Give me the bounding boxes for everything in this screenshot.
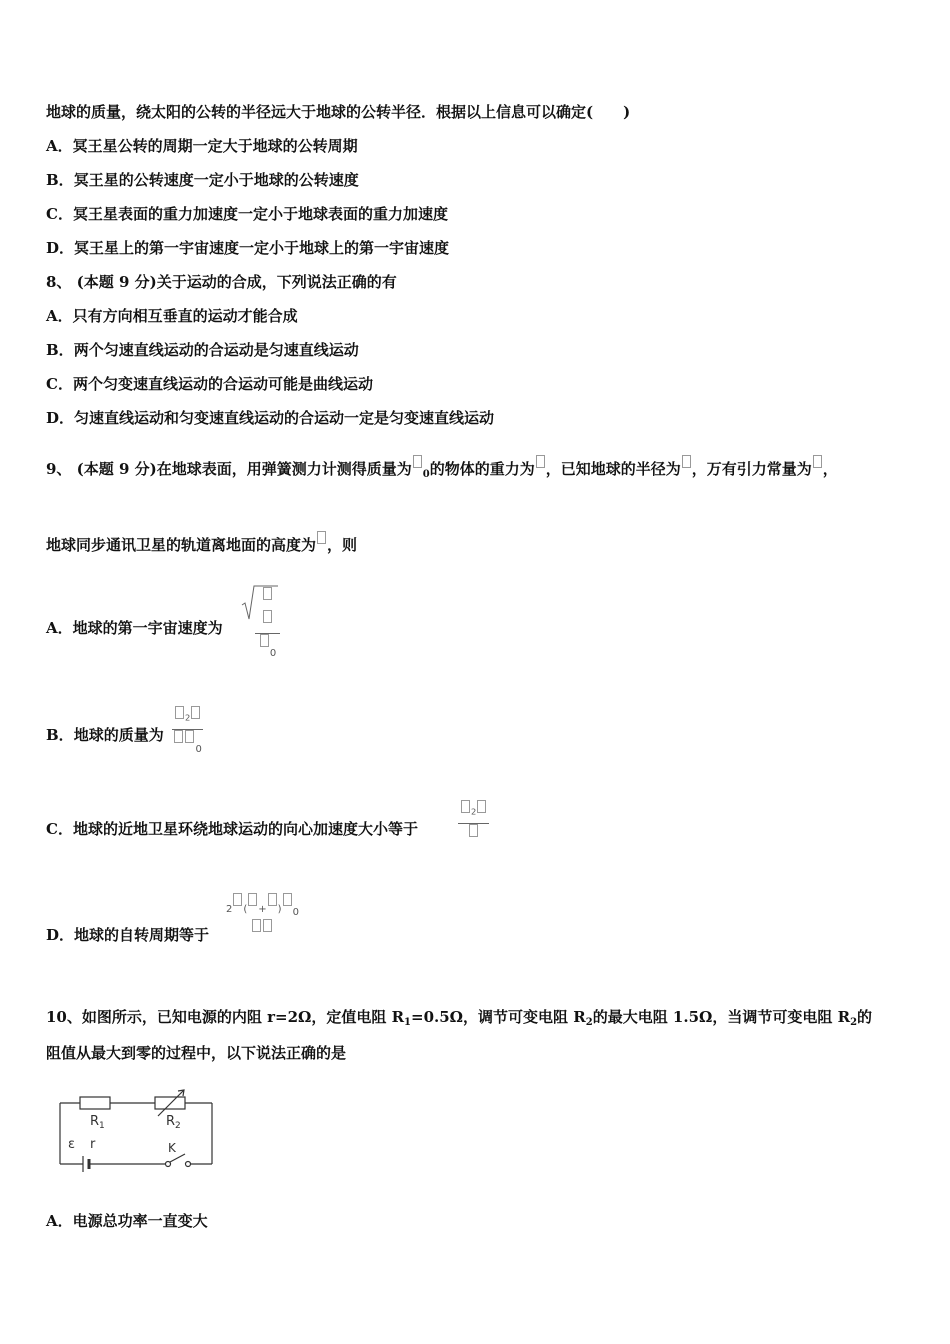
option-label: D． bbox=[46, 409, 75, 427]
q10-stem-part1: 10、如图所示，已知电源的内阻 r=2Ω，定值电阻 R bbox=[46, 1008, 405, 1026]
fraction-denominator bbox=[255, 634, 280, 660]
q10-stem-part4: 的 bbox=[857, 1008, 873, 1026]
intro-line: 地球的质量，绕太阳的公转的半径远大于地球的公转半径．根据以上信息可以确定( ) bbox=[46, 103, 631, 121]
option-text: 电源总功率一直变大 bbox=[72, 1212, 208, 1230]
option-text: 两个匀速直线运动的合运动是匀速直线运动 bbox=[73, 341, 359, 359]
d-close-paren: ) bbox=[277, 904, 282, 915]
q10-stem-part2: =0.5Ω，调节可变电阻 R bbox=[411, 1008, 586, 1026]
sub-zero: 0 bbox=[195, 744, 202, 755]
q9-stem-line2-a: 地球同步通讯卫星的轨道离地面的高度为 bbox=[46, 536, 317, 554]
q9-option-d bbox=[46, 925, 209, 945]
switch-terminal-left bbox=[166, 1162, 171, 1167]
option-text: 冥王星表面的重力加速度一定小于地球表面的重力加速度 bbox=[72, 205, 448, 223]
switch-label: K bbox=[168, 1141, 176, 1155]
option-text: 只有方向相互垂直的运动才能合成 bbox=[72, 307, 298, 325]
sup-two: 2 bbox=[471, 806, 477, 817]
option-text: 地球的自转周期等于 bbox=[74, 926, 210, 944]
option-label: C． bbox=[46, 820, 73, 838]
q8-option-b bbox=[46, 340, 359, 360]
d-open-paren: ( bbox=[243, 904, 248, 915]
q9-formula-c bbox=[458, 800, 489, 847]
q9-stem-sub: 0 bbox=[422, 469, 430, 480]
option-label: A． bbox=[46, 307, 73, 325]
fraction-numerator bbox=[255, 587, 280, 634]
q8-option-c bbox=[46, 374, 373, 394]
option-text: 匀速直线运动和匀变速直线运动的合运动一定是匀变速直线运动 bbox=[74, 409, 495, 427]
d-plus: + bbox=[258, 904, 267, 915]
q9-stem-part5: ， bbox=[822, 460, 838, 478]
option-label: B． bbox=[46, 726, 74, 744]
q10-stem-line1 bbox=[46, 1007, 872, 1033]
q7-option-c bbox=[46, 204, 448, 224]
option-text: 冥王星上的第一宇宙速度一定小于地球上的第一宇宙速度 bbox=[74, 239, 450, 257]
q9-formula-a bbox=[240, 583, 280, 659]
placeholder-box bbox=[682, 455, 691, 468]
resistor-r2 bbox=[155, 1097, 185, 1109]
q7-option-d bbox=[46, 238, 449, 258]
r1-label: $R_1$ bbox=[90, 1114, 105, 1131]
fraction-denominator bbox=[458, 824, 489, 847]
option-text: 地球的近地卫星环绕地球运动的向心加速度大小等于 bbox=[72, 820, 418, 838]
q9-stem-part4: ，万有引力常量为 bbox=[691, 460, 812, 478]
q10-stem-part3: 的最大电阻 1.5Ω，当调节可变电阻 R bbox=[592, 1008, 851, 1026]
option-label: C． bbox=[46, 205, 73, 223]
sub-zero: 0 bbox=[269, 648, 277, 659]
placeholder-box bbox=[536, 455, 545, 468]
sub-3: 2 bbox=[850, 1017, 858, 1028]
d-prefix: 2 bbox=[226, 904, 233, 915]
option-label: B． bbox=[46, 341, 74, 359]
resistor-r1 bbox=[80, 1097, 110, 1109]
q9-formula-b bbox=[172, 706, 203, 756]
internal-resistance-label: r bbox=[90, 1137, 96, 1152]
emf-label: ε bbox=[68, 1137, 76, 1152]
option-text: 地球的第一宇宙速度为 bbox=[72, 619, 223, 637]
option-text: 冥王星公转的周期一定大于地球的公转周期 bbox=[72, 137, 358, 155]
q8-option-d bbox=[46, 408, 494, 428]
option-label: A． bbox=[46, 1212, 73, 1230]
sub-1: 1 bbox=[404, 1017, 412, 1028]
sub-2: 2 bbox=[585, 1017, 593, 1028]
fraction-denominator bbox=[224, 919, 301, 942]
q7-option-a bbox=[46, 136, 358, 156]
q8-option-a bbox=[46, 306, 298, 326]
fraction-a bbox=[255, 587, 280, 660]
q9-stem-part2: 的物体的重力为 bbox=[429, 460, 535, 478]
option-label: A． bbox=[46, 137, 73, 155]
q9-option-b bbox=[46, 725, 164, 745]
fraction-denominator bbox=[172, 730, 203, 756]
q8-stem: 8、 (本题 9 分)关于运动的合成，下列说法正确的有 bbox=[46, 273, 397, 291]
sup-two: 2 bbox=[185, 712, 191, 723]
placeholder-box bbox=[813, 455, 822, 468]
q9-stem-line2 bbox=[46, 531, 357, 555]
fraction-numerator bbox=[458, 800, 489, 824]
option-label: B． bbox=[46, 171, 74, 189]
q7-option-b bbox=[46, 170, 359, 190]
q9-stem-part1: 9、 (本题 9 分)在地球表面，用弹簧测力计测得质量为 bbox=[46, 460, 412, 478]
circuit-diagram bbox=[50, 1088, 220, 1178]
option-label: D． bbox=[46, 239, 75, 257]
q9-option-a bbox=[46, 618, 223, 638]
q9-stem-line1 bbox=[46, 455, 838, 485]
placeholder-box bbox=[413, 455, 422, 468]
option-label: A． bbox=[46, 619, 73, 637]
fraction-numerator bbox=[224, 893, 301, 919]
switch-blade bbox=[170, 1154, 185, 1162]
q10-stem-line2: 阻值从最大到零的过程中，以下说法正确的是 bbox=[46, 1044, 347, 1062]
option-label: D． bbox=[46, 926, 75, 944]
option-text: 地球的质量为 bbox=[73, 726, 164, 744]
q9-stem-part3: ，已知地球的半径为 bbox=[545, 460, 681, 478]
q9-formula-d bbox=[224, 893, 301, 942]
option-text: 冥王星的公转速度一定小于地球的公转速度 bbox=[73, 171, 359, 189]
q9-option-c bbox=[46, 819, 418, 839]
q10-option-a bbox=[46, 1211, 208, 1231]
placeholder-box bbox=[317, 531, 326, 544]
switch-terminal-right bbox=[186, 1162, 191, 1167]
r2-label: $R_2$ bbox=[166, 1114, 181, 1131]
fraction-numerator bbox=[172, 706, 203, 730]
sub-zero: 0 bbox=[292, 907, 299, 918]
option-label: C． bbox=[46, 375, 73, 393]
q9-stem-line2-b: ，则 bbox=[327, 536, 358, 554]
option-text: 两个匀变速直线运动的合运动可能是曲线运动 bbox=[72, 375, 373, 393]
